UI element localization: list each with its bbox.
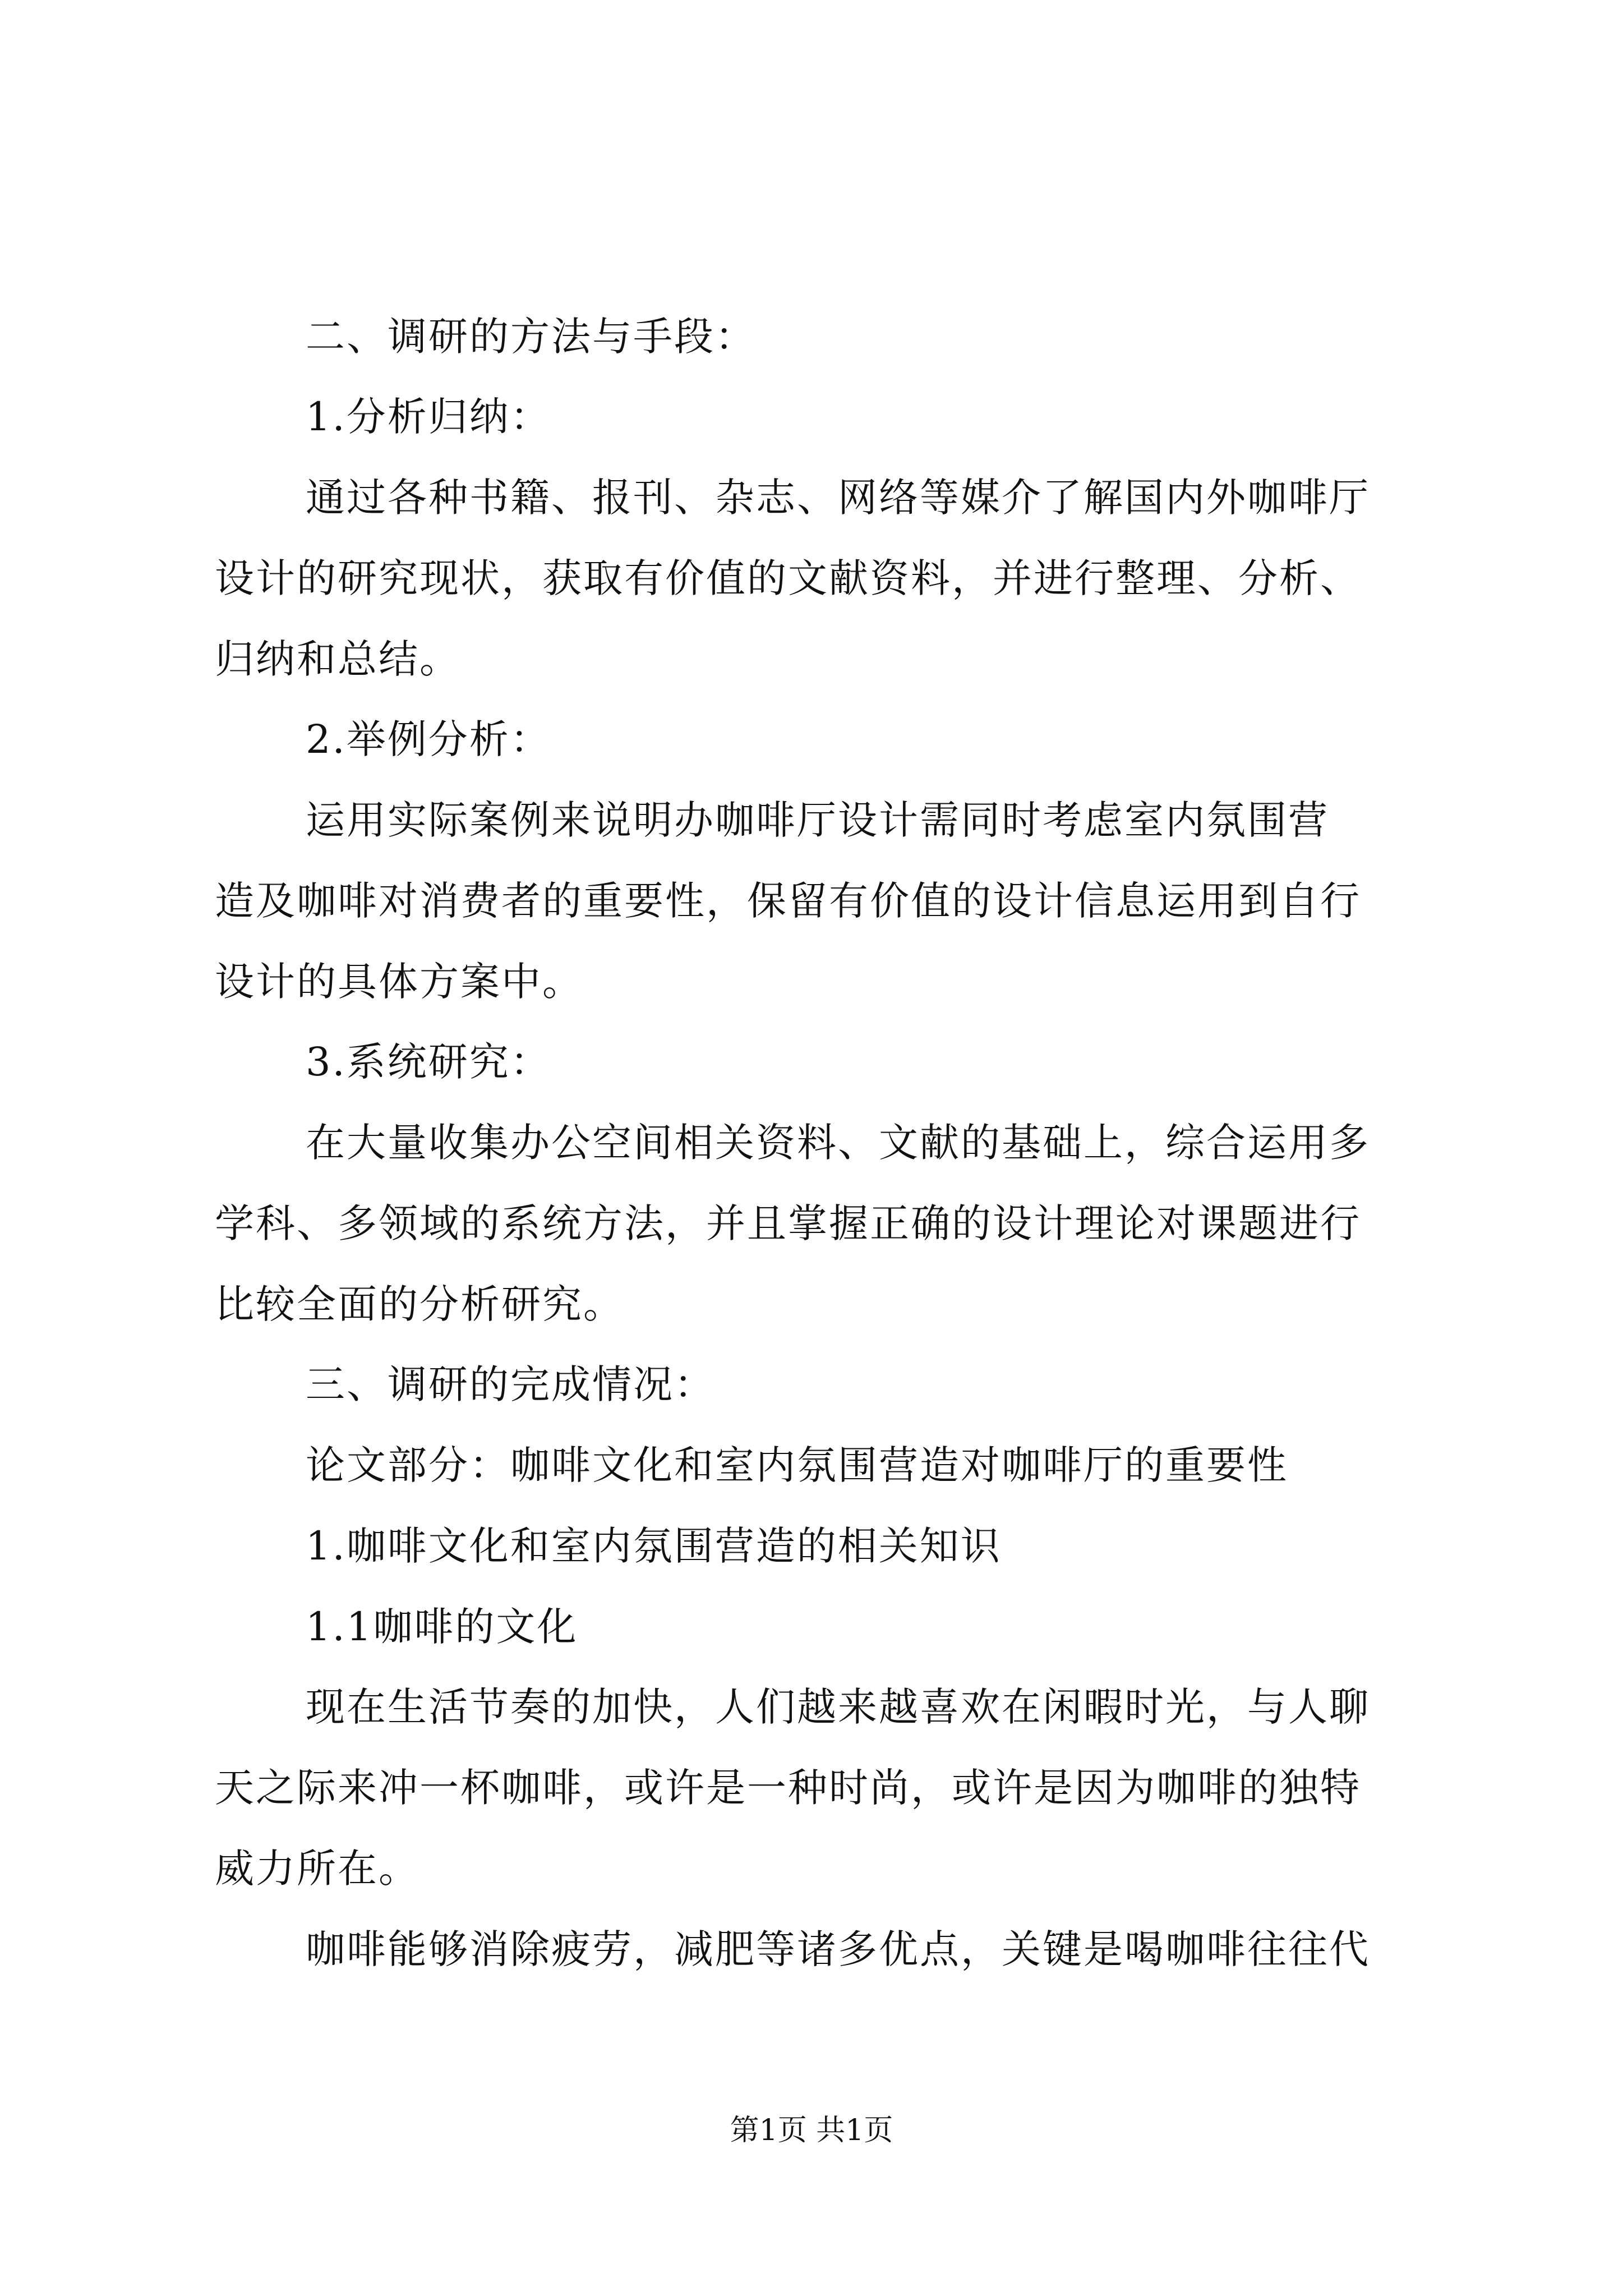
section-heading-methods: 二、调研的方法与手段： xyxy=(306,314,756,360)
paragraph-line: 比较全面的分析研究。 xyxy=(215,1281,624,1327)
subheading-coffee-culture: 1.1咖啡的文化 xyxy=(306,1604,578,1650)
paragraph-line: 咖啡能够消除疲劳，减肥等诸多优点，关键是喝咖啡往往代 xyxy=(306,1926,1370,1972)
paragraph-line: 威力所在。 xyxy=(215,1846,419,1892)
paragraph-line: 设计的研究现状，获取有价值的文献资料，并进行整理、分析、 xyxy=(215,555,1361,601)
paragraph-line: 在大量收集办公空间相关资料、文献的基础上，综合运用多 xyxy=(306,1120,1370,1166)
thesis-title-line: 论文部分：咖啡文化和室内氛围营造对咖啡厅的重要性 xyxy=(306,1442,1288,1488)
paragraph-line: 造及咖啡对消费者的重要性，保留有价值的设计信息运用到自行 xyxy=(215,878,1361,924)
paragraph-line: 天之际来冲一杯咖啡，或许是一种时尚，或许是因为咖啡的独特 xyxy=(215,1765,1361,1811)
paragraph-line: 设计的具体方案中。 xyxy=(215,959,583,1005)
paragraph-line: 现在生活节奏的加快，人们越来越喜欢在闲暇时光，与人聊 xyxy=(306,1684,1370,1730)
section-heading-completion: 三、调研的完成情况： xyxy=(306,1361,715,1407)
subheading-coffee-culture-knowledge: 1.咖啡文化和室内氛围营造的相关知识 xyxy=(306,1523,1002,1569)
subheading-system-research: 3.系统研究： xyxy=(306,1039,551,1085)
subheading-analysis-induction: 1.分析归纳： xyxy=(306,394,551,440)
paragraph-line: 运用实际案例来说明办咖啡厅设计需同时考虑室内氛围营 xyxy=(306,797,1329,843)
subheading-example-analysis: 2.举例分析： xyxy=(306,716,551,762)
paragraph-line: 归纳和总结。 xyxy=(215,636,460,682)
page-number-footer: 第1页 共1页 xyxy=(730,2114,893,2147)
paragraph-line: 通过各种书籍、报刊、杂志、网络等媒介了解国内外咖啡厅 xyxy=(306,475,1370,521)
paragraph-line: 学科、多领域的系统方法，并且掌握正确的设计理论对课题进行 xyxy=(215,1200,1361,1246)
